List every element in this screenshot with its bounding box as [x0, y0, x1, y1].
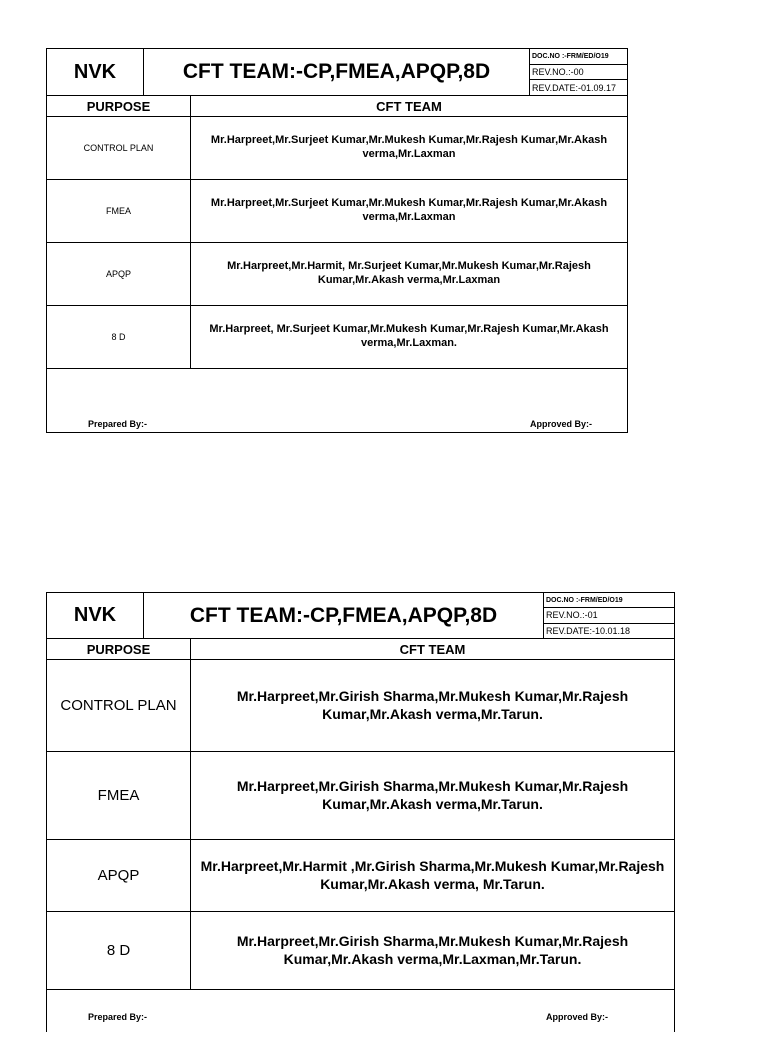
revision-number: REV.NO.:-01	[544, 608, 674, 623]
doc-number: DOC.NO :-FRM/ED/O19	[530, 49, 627, 65]
purpose-column-header: PURPOSE	[47, 639, 191, 659]
team-cell: Mr.Harpreet,Mr.Girish Sharma,Mr.Mukesh Kumar,Mr.Rajesh Kumar,Mr.Akash verma,Mr.Tarun.	[236, 778, 629, 812]
table-row	[47, 752, 674, 840]
purpose-cell: APQP	[47, 243, 191, 305]
revision-number: REV.NO.:-00	[530, 65, 627, 81]
table-row	[47, 117, 627, 180]
cft-team-form-rev-00	[46, 48, 628, 433]
doc-number: DOC.NO :-FRM/ED/O19	[544, 593, 674, 608]
form-title: CFT TEAM:-CP,FMEA,APQP,8D	[144, 593, 544, 638]
team-cell: Mr.Harpreet,Mr.Surjeet Kumar,Mr.Mukesh Kumar,Mr.Rajesh Kumar,Mr.Akash verma,Mr.Laxman	[210, 197, 608, 223]
approved-by-label: Approved By:-	[530, 419, 593, 429]
purpose-cell: FMEA	[47, 180, 191, 242]
revision-date: REV.DATE:-10.01.18	[546, 625, 631, 636]
company-name: NVK	[47, 593, 144, 638]
purpose-cell: CONTROL PLAN	[47, 660, 191, 751]
form-header	[47, 593, 674, 639]
column-header-row	[47, 639, 674, 660]
table-row	[47, 840, 674, 912]
purpose-cell: CONTROL PLAN	[47, 117, 191, 179]
team-cell: Mr.Harpreet,Mr.Harmit ,Mr.Girish Sharma,Mr.Mukesh Kumar,Mr.Rajesh Kumar,Mr.Akash verma, Mr.Tarun.	[200, 858, 665, 892]
table-row	[47, 243, 627, 306]
team-cell: Mr.Harpreet, Mr.Surjeet Kumar,Mr.Mukesh Kumar,Mr.Rajesh Kumar,Mr.Akash verma,Mr.Laxman.	[209, 323, 609, 349]
team-cell: Mr.Harpreet,Mr.Girish Sharma,Mr.Mukesh Kumar,Mr.Rajesh Kumar,Mr.Akash verma,Mr.Tarun.	[236, 688, 629, 722]
signature-row	[47, 990, 674, 1050]
purpose-cell: 8 D	[47, 912, 191, 989]
table-row	[47, 306, 627, 369]
prepared-by-label: Prepared By:-	[88, 1012, 148, 1022]
form-title: CFT TEAM:-CP,FMEA,APQP,8D	[144, 49, 530, 95]
cft-team-form-rev-01	[46, 592, 675, 1032]
team-cell: Mr.Harpreet,Mr.Surjeet Kumar,Mr.Mukesh Kumar,Mr.Rajesh Kumar,Mr.Akash verma,Mr.Laxman	[210, 134, 608, 160]
team-cell: Mr.Harpreet,Mr.Harmit, Mr.Surjeet Kumar,Mr.Mukesh Kumar,Mr.Rajesh Kumar,Mr.Akash verma,Mr.Laxman	[227, 260, 591, 286]
team-column-header: CFT TEAM	[376, 98, 442, 114]
team-column-header: CFT TEAM	[399, 641, 466, 657]
purpose-cell: APQP	[47, 840, 191, 911]
company-name: NVK	[47, 49, 144, 95]
signature-row	[47, 369, 627, 431]
prepared-by-label: Prepared By:-	[88, 419, 148, 429]
table-row	[47, 912, 674, 990]
document-meta	[544, 593, 674, 638]
document-meta	[530, 49, 627, 95]
approved-by-label: Approved By:-	[546, 1012, 609, 1022]
table-row	[47, 180, 627, 243]
purpose-column-header: PURPOSE	[47, 96, 191, 116]
revision-date: REV.DATE:-01.09.17	[532, 82, 617, 93]
column-header-row	[47, 96, 627, 117]
form-header	[47, 49, 627, 96]
purpose-cell: FMEA	[47, 752, 191, 839]
table-row	[47, 660, 674, 752]
purpose-cell: 8 D	[47, 306, 191, 368]
team-cell: Mr.Harpreet,Mr.Girish Sharma,Mr.Mukesh Kumar,Mr.Rajesh Kumar,Mr.Akash verma,Mr.Laxman,Mr.Tarun.	[236, 933, 629, 967]
